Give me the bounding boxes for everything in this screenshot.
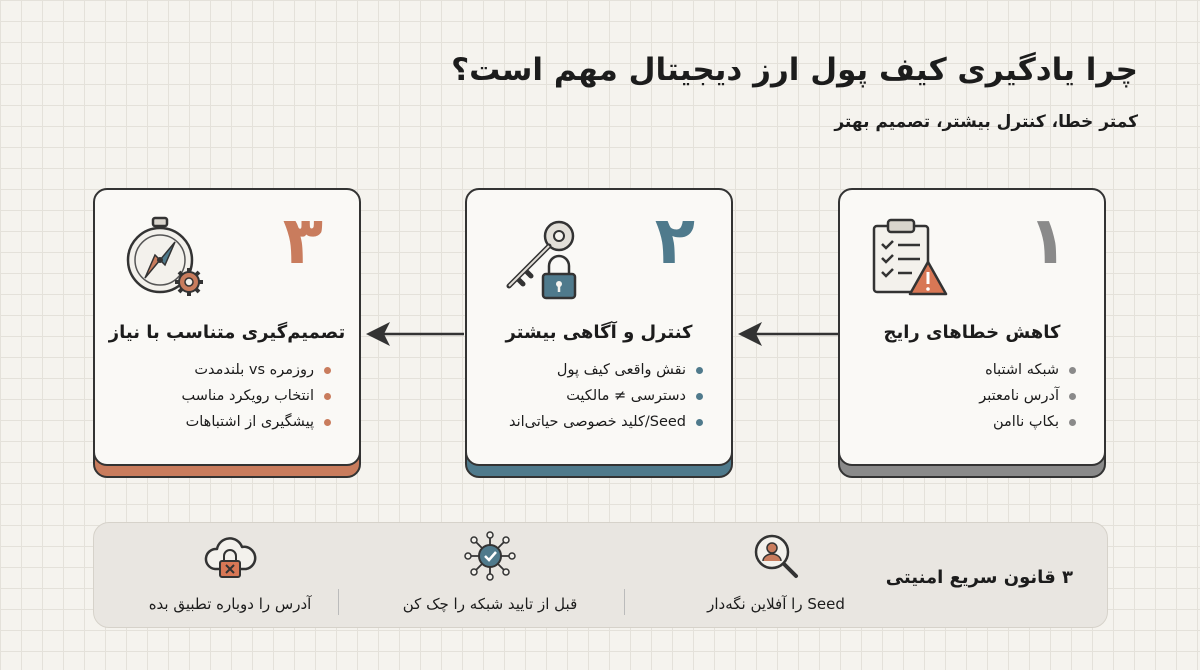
- card-3-panel: [93, 188, 361, 466]
- key-lock-icon: [495, 216, 591, 304]
- list-item: [979, 414, 1076, 430]
- card-3-heading: تصمیم‌گیری متناسب با نیاز: [108, 322, 346, 343]
- card-1-number: ۱: [1027, 202, 1068, 279]
- list-item: [181, 414, 331, 430]
- bullet-dot: [696, 419, 703, 426]
- list-item: [181, 362, 331, 378]
- list-item: [509, 362, 703, 378]
- bullet-dot: [696, 393, 703, 400]
- card-1-heading: کاهش خطاهای رایج: [883, 322, 1061, 343]
- card-1-list: [979, 362, 1076, 440]
- list-item-text: آدرس نامعتبر: [979, 388, 1059, 404]
- list-item: [979, 388, 1076, 404]
- list-item-text: نقش واقعی کیف پول: [556, 362, 686, 378]
- arrow-left-icon: [362, 318, 466, 350]
- bullet-dot: [1069, 367, 1076, 374]
- rule-2: [380, 531, 600, 613]
- rule-3: [120, 531, 340, 613]
- cloud-lock-icon: [120, 531, 340, 585]
- list-item-text: روزمره vs بلندمدت: [194, 362, 314, 378]
- network-check-icon: [380, 531, 600, 585]
- bullet-dot: [1069, 393, 1076, 400]
- bullet-dot: [324, 419, 331, 426]
- bullet-dot: [324, 393, 331, 400]
- card-2: [465, 188, 733, 478]
- page-subtitle: کمتر خطا، کنترل بیشتر، تصمیم بهتر: [834, 112, 1138, 132]
- bullet-dot: [324, 367, 331, 374]
- compass-gear-icon: [123, 216, 207, 304]
- security-rules-title: ۳ قانون سریع امنیتی: [885, 567, 1073, 588]
- list-item-text: انتخاب رویکرد مناسب: [181, 388, 314, 404]
- divider: [624, 589, 625, 615]
- list-item: [509, 388, 703, 404]
- user-search-icon: [666, 531, 886, 585]
- card-2-list: [509, 362, 703, 440]
- rule-2-text: قبل از تایید شبکه را چک کن: [402, 595, 578, 613]
- list-item-text: دسترسی ≠ مالکیت: [566, 388, 686, 404]
- list-item: [979, 362, 1076, 378]
- card-1: [838, 188, 1106, 478]
- list-item-text: Seed/کلید خصوصی حیاتی‌اند: [508, 414, 686, 430]
- security-rules-panel: [93, 522, 1108, 628]
- rule-1: [666, 531, 886, 613]
- rule-1-text: Seed را آفلاین نگه‌دار: [707, 595, 845, 613]
- list-item: [509, 414, 703, 430]
- list-item: [181, 388, 331, 404]
- card-2-panel: [465, 188, 733, 466]
- page-title: چرا یادگیری کیف پول ارز دیجیتال مهم است؟: [451, 52, 1138, 88]
- card-2-heading: کنترل و آگاهی بیشتر: [505, 322, 693, 343]
- card-3: [93, 188, 361, 478]
- card-3-list: [181, 362, 331, 440]
- card-1-panel: [838, 188, 1106, 466]
- list-item-text: بکاپ ناامن: [992, 414, 1059, 430]
- arrow-left-icon: [734, 318, 840, 350]
- rule-3-text: آدرس را دوباره تطبیق بده: [148, 595, 312, 613]
- list-item-text: پیشگیری از اشتباهات: [185, 414, 314, 430]
- card-2-number: ۲: [654, 202, 695, 279]
- clipboard-warning-icon: [868, 216, 950, 304]
- bullet-dot: [1069, 419, 1076, 426]
- bullet-dot: [696, 367, 703, 374]
- list-item-text: شبکه اشتباه: [985, 362, 1059, 378]
- card-3-number: ۳: [282, 202, 323, 279]
